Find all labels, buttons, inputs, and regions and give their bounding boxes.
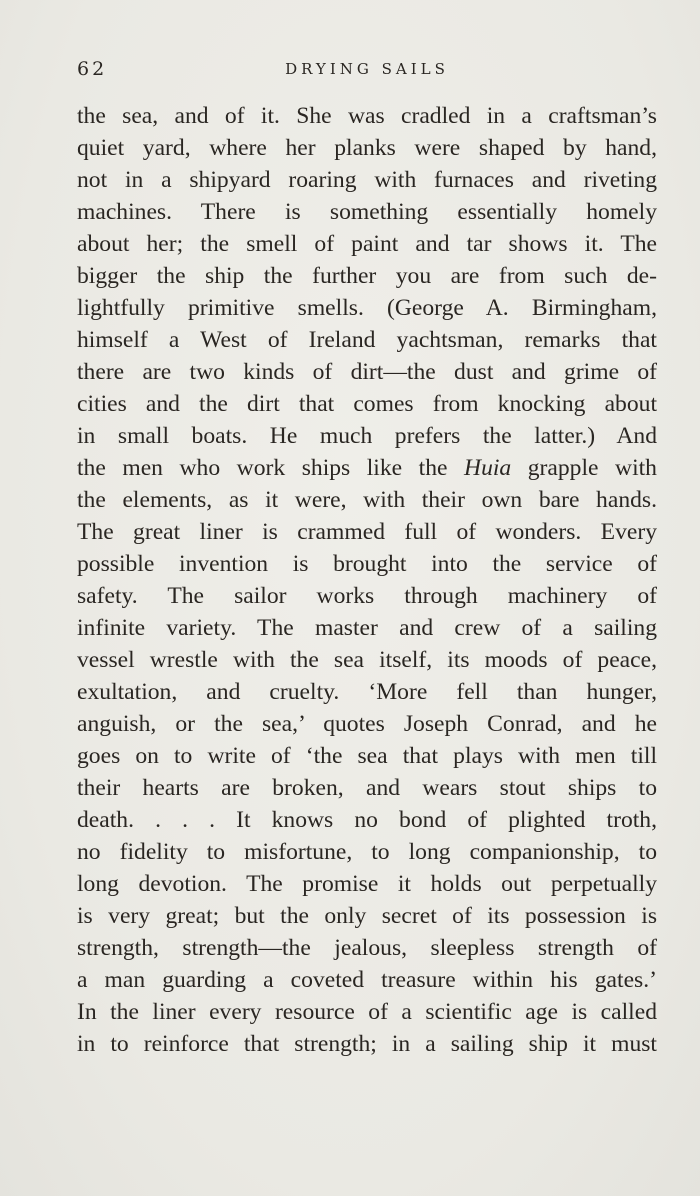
text-line-tail: grapple with xyxy=(511,455,657,481)
text-line: cities and the dirt that comes from knocking about xyxy=(77,391,657,417)
text-line: himself a West of Ireland yachtsman, remarks that xyxy=(77,327,657,353)
text-line: lightfully primitive smells. (George A. Birmingham, xyxy=(77,295,657,321)
text-line: no fidelity to misfortune, to long companionship, to xyxy=(77,839,657,865)
body-text xyxy=(77,100,657,1060)
running-head: DRYING SAILS xyxy=(285,60,449,78)
text-line: safety. The sailor works through machinery of xyxy=(77,583,657,609)
text-line-with-italic xyxy=(77,452,657,484)
text-line: In the liner every resource of a scientific age is called xyxy=(77,999,657,1025)
text-line: about her; the smell of paint and tar shows it. The xyxy=(77,231,657,257)
text-line: infinite variety. The master and crew of a sailing xyxy=(77,615,657,641)
text-line: goes on to write of ‘the sea that plays with men till xyxy=(77,743,657,769)
text-line: bigger the ship the further you are from such de- xyxy=(77,263,657,289)
text-line: not in a shipyard roaring with furnaces and riveting xyxy=(77,167,657,193)
page-header xyxy=(77,58,657,84)
text-line: the elements, as it were, with their own bare hands. xyxy=(77,487,657,513)
text-line: in to reinforce that strength; in a sailing ship it must xyxy=(77,1031,657,1057)
text-line: anguish, or the sea,’ quotes Joseph Conrad, and he xyxy=(77,711,657,737)
text-line: the sea, and of it. She was cradled in a craftsman’s xyxy=(77,103,657,129)
text-line: there are two kinds of dirt—the dust and grime of xyxy=(77,359,657,385)
text-line: possible invention is brought into the service of xyxy=(77,551,657,577)
text-line: strength, strength—the jealous, sleepless strength of xyxy=(77,935,657,961)
text-line: in small boats. He much prefers the latter.) And xyxy=(77,423,657,449)
text-line: quiet yard, where her planks were shaped by hand, xyxy=(77,135,657,161)
page-number: 62 xyxy=(77,58,108,80)
text-line-head: the men who work ships like the xyxy=(77,455,465,481)
text-line: a man guarding a coveted treasure within his gates.’ xyxy=(77,967,657,993)
text-line: machines. There is something essentially homely xyxy=(77,199,657,225)
text-line: their hearts are broken, and wears stout ships to xyxy=(77,775,657,801)
text-line: vessel wrestle with the sea itself, its moods of peace, xyxy=(77,647,657,673)
text-line: death. . . . It knows no bond of plighted troth, xyxy=(77,807,657,833)
text-line: exultation, and cruelty. ‘More fell than hunger, xyxy=(77,679,657,705)
ship-name-italic: Huia xyxy=(464,455,512,481)
text-line: The great liner is crammed full of wonders. Every xyxy=(77,519,657,545)
text-line: is very great; but the only secret of its possession is xyxy=(77,903,657,929)
text-line: long devotion. The promise it holds out perpetually xyxy=(77,871,657,897)
